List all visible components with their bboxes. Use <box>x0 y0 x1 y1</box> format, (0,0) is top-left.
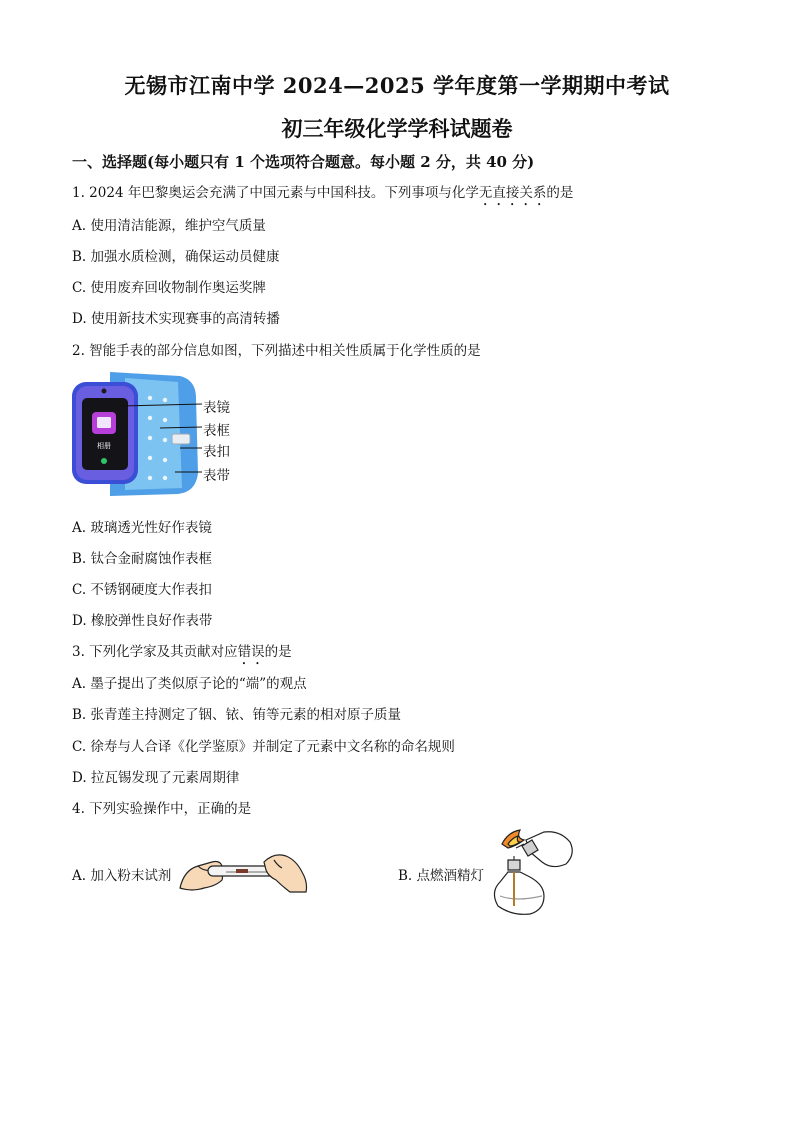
q1-stem-emphasis: 无直接关系 <box>478 185 547 201</box>
q1-option-a: A. 使用清洁能源，维护空气质量 <box>72 218 266 234</box>
q2-option-d: D. 橡胶弹性良好作表带 <box>72 613 213 629</box>
q3-stem-emphasis: 错误 <box>237 644 265 660</box>
q3-option-b: B. 张青莲主持测定了铟、铱、铕等元素的相对原子质量 <box>72 707 402 723</box>
q4-option-b-label: B. 点燃酒精灯 <box>398 868 485 884</box>
callout-watch-glass: 表镜 <box>203 400 230 416</box>
q2-stem: 2. 智能手表的部分信息如图，下列描述中相关性质属于化学性质的是 <box>72 343 481 359</box>
q3-stem <box>72 640 292 668</box>
callout-watch-clasp: 表扣 <box>203 444 230 460</box>
q3-option-a: A. 墨子提出了类似原子论的“端”的观点 <box>72 676 307 692</box>
q2-option-b: B. 钛合金耐腐蚀作表框 <box>72 551 213 567</box>
exam-title: 无锡市江南中学 2024—2025 学年度第一学期期中考试 <box>124 73 670 98</box>
q1-option-b: B. 加强水质检测，确保运动员健康 <box>72 249 280 265</box>
q3-option-d: D. 拉瓦锡发现了元素周期律 <box>72 770 240 786</box>
q1-stem-prefix: 1. 2024 年巴黎奥运会充满了中国元素与中国科技。下列事项与化学 <box>72 185 479 201</box>
q4-stem: 4. 下列实验操作中，正确的是 <box>72 801 252 817</box>
callout-leader-lines <box>120 390 205 490</box>
callout-watch-frame: 表框 <box>203 423 230 439</box>
q1-option-d: D. 使用新技术实现赛事的高清转播 <box>72 311 280 327</box>
q3-stem-prefix: 3. 下列化学家及其贡献对应 <box>72 644 238 660</box>
lighting-alcohol-lamp-figure <box>486 826 578 918</box>
q3-option-c: C. 徐寿与人合译《化学鉴原》并制定了元素中文名称的命名规则 <box>72 739 455 755</box>
section-heading: 一、选择题(每小题只有 1 个选项符合题意。每小题 2 分，共 40 分) <box>72 153 535 171</box>
q1-option-c: C. 使用废弃回收物制作奥运奖牌 <box>72 280 266 296</box>
exam-subtitle: 初三年级化学学科试题卷 <box>281 116 513 141</box>
q4-option-a-label: A. 加入粉末试剂 <box>72 868 172 884</box>
q2-option-c: C. 不锈钢硬度大作表扣 <box>72 582 212 598</box>
q1-stem-suffix: 的是 <box>546 185 574 201</box>
powder-addition-figure <box>178 848 313 896</box>
q1-stem <box>72 181 573 209</box>
q2-option-a: A. 玻璃透光性好作表镜 <box>72 520 212 536</box>
q3-stem-suffix: 的是 <box>264 644 292 660</box>
watch-screen-label: 相册 <box>97 442 111 450</box>
callout-watch-strap: 表带 <box>203 468 230 484</box>
